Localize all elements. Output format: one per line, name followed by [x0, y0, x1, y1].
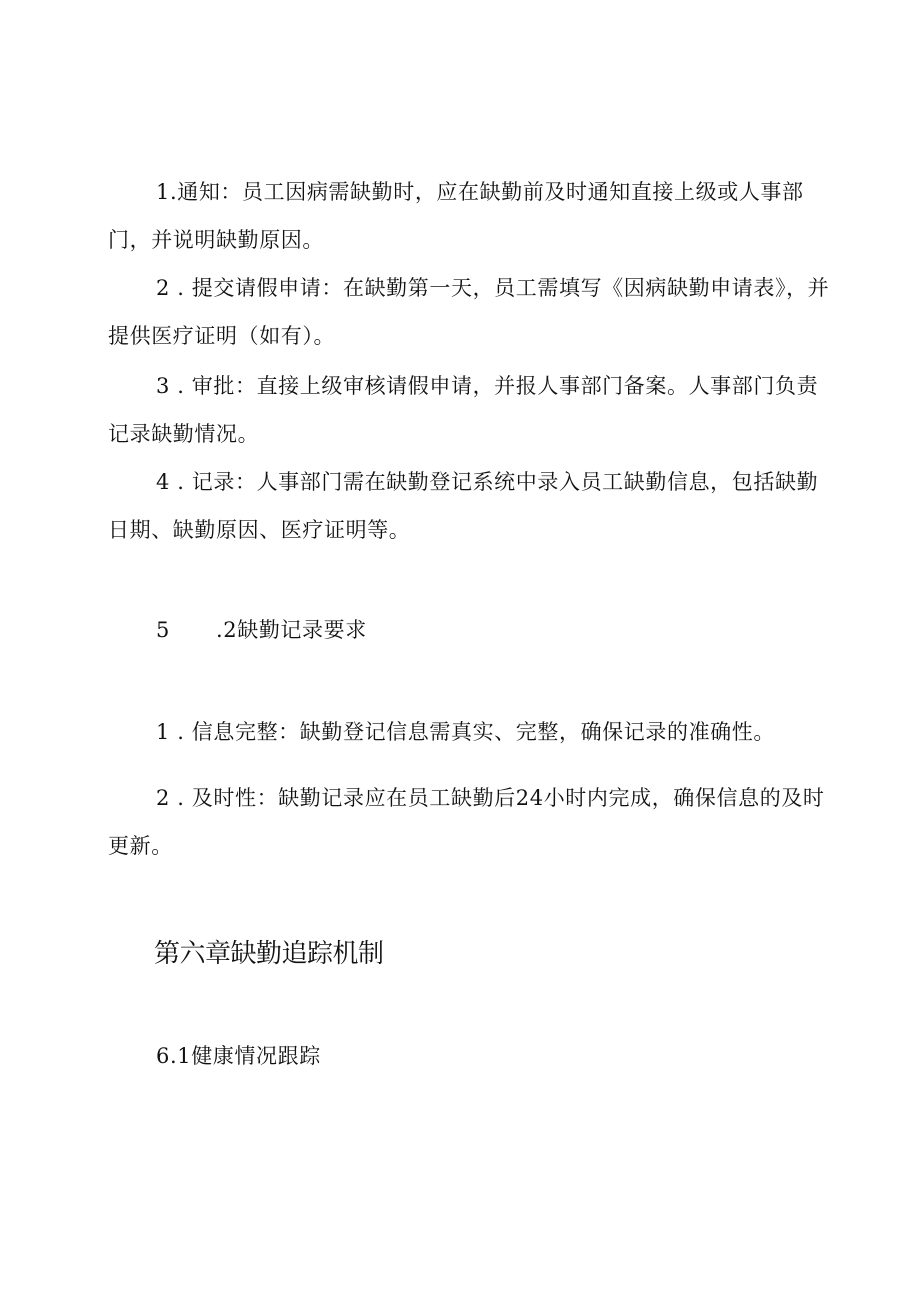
section-title: .2缺勤记录要求: [216, 618, 367, 642]
step-record: 4 . 记录：人事部门需在缺勤登记系统中录入员工缺勤信息，包括缺勤日期、缺勤原因、医疗证明等。: [108, 470, 819, 542]
step-notify: 1.通知：员工因病需缺勤时，应在缺勤前及时通知直接上级或人事部门，并说明缺勤原因。: [108, 180, 804, 252]
section-heading-5-2: [156, 614, 367, 646]
step-submit-leave: 2 . 提交请假申请：在缺勤第一天，员工需填写《因病缺勤申请表》，并提供医疗证明（如有）。: [108, 276, 830, 348]
step-approval: 3 . 审批：直接上级审核请假申请，并报人事部门备案。人事部门负责记录缺勤情况。: [108, 374, 819, 446]
requirement-completeness: 1 . 信息完整：缺勤登记信息需真实、完整，确保记录的准确性。: [156, 720, 775, 744]
section-number: 5: [156, 618, 170, 642]
section-heading-6-1: 6.1健康情况跟踪: [156, 1044, 321, 1068]
requirement-timeliness: 2 . 及时性：缺勤记录应在员工缺勤后24小时内完成，确保信息的及时更新。: [108, 786, 825, 858]
chapter-title: 第六章缺勤追踪机制: [154, 939, 384, 969]
